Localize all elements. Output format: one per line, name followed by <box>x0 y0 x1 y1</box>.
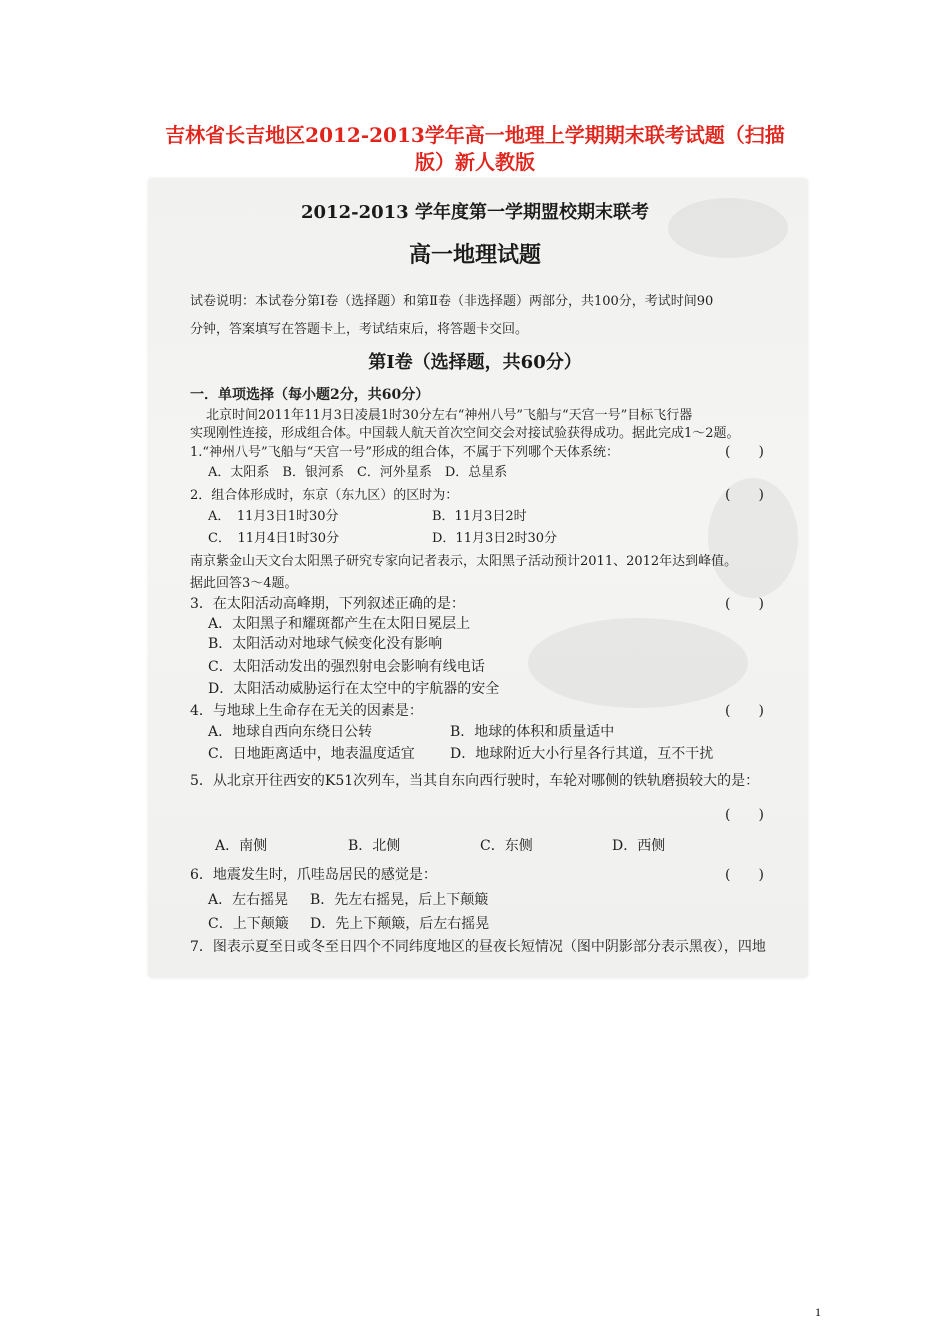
passage1-line1: 北京时间2011年11月3日凌晨1时30分左右“神州八号”飞船与“天宫一号”目标飞行器 <box>206 408 693 423</box>
question-5-option-a: A．南侧 <box>215 838 268 854</box>
question-4-option-b: B．地球的体积和质量适中 <box>450 724 615 740</box>
question-6-option-b: B．先左右摇晃，后上下颠簸 <box>310 892 489 908</box>
question-4: 4．与地球上生命存在无关的因素是： <box>190 703 423 719</box>
passage1-line2: 实现刚性连接，形成组合体。中国载人航天首次空间交会对接试验获得成功。据此完成1～2题。 <box>190 426 740 441</box>
question-6-option-c: C．上下颠簸 <box>208 916 289 932</box>
question-3-option-b: B．太阳活动对地球气候变化没有影响 <box>208 636 443 652</box>
question-5-option-d: D．西侧 <box>612 838 666 854</box>
section1-title: 一．单项选择（每小题2分，共60分） <box>190 387 430 403</box>
question-3-option-d: D．太阳活动威胁运行在太空中的宇航器的安全 <box>208 681 500 697</box>
question-2-option-c: C． 11月4日1时30分 <box>208 531 340 546</box>
answer-paren-q5: ( ) <box>725 807 764 823</box>
part1-title: 第Ⅰ卷（选择题，共60分） <box>368 352 582 373</box>
question-2-option-b: B．11月3日2时 <box>432 509 527 524</box>
question-2-option-d: D．11月3日2时30分 <box>432 531 558 546</box>
passage2-line2: 据此回答3～4题。 <box>190 576 298 591</box>
question-4-option-d: D．地球附近大小行星各行其道，互不干扰 <box>450 746 714 762</box>
question-3: 3．在太阳活动高峰期，下列叙述正确的是： <box>190 596 465 612</box>
answer-paren-q4: ( ) <box>725 703 764 719</box>
answer-paren-q2: ( ) <box>725 487 764 503</box>
subject-title: 高一地理试题 <box>408 242 541 268</box>
instructions-line2: 分钟，答案填写在答题卡上，考试结束后，将答题卡交回。 <box>190 322 529 337</box>
answer-paren-q1: ( ) <box>725 444 764 460</box>
question-3-option-a: A．太阳黑子和耀斑都产生在太阳日冕层上 <box>208 616 471 632</box>
question-1: 1.“神州八号”飞船与“天宫一号”形成的组合体，不属于下列哪个天体系统： <box>190 445 619 460</box>
question-6-option-d: D．先上下颠簸，后左右摇晃 <box>310 916 490 932</box>
question-4-option-a: A．地球自西向东绕日公转 <box>208 724 373 740</box>
question-2: 2．组合体形成时，东京（东九区）的区时为： <box>190 488 459 503</box>
question-4-option-c: C．日地距离适中，地表温度适宜 <box>208 746 415 762</box>
question-3-option-c: C．太阳活动发出的强烈射电会影响有线电话 <box>208 659 485 675</box>
question-6-option-a: A．左右摇晃 <box>208 892 289 908</box>
answer-paren-q6: ( ) <box>725 867 764 883</box>
question-6: 6．地震发生时，爪哇岛居民的感觉是： <box>190 867 437 883</box>
page-number: 1 <box>815 1305 821 1319</box>
document-title-line2: 版）新人教版 <box>415 150 535 174</box>
answer-paren-q3: ( ) <box>725 596 764 612</box>
document-title-line1: 吉林省长吉地区2012-2013学年高一地理上学期期末联考试题（扫描 <box>165 123 785 147</box>
instructions-line1: 试卷说明：本试卷分第Ⅰ卷（选择题）和第Ⅱ卷（非选择题）两部分，共100分，考试时间90 <box>190 294 714 309</box>
question-7: 7．图表示夏至日或冬至日四个不同纬度地区的昼夜长短情况（图中阴影部分表示黑夜），四地 <box>190 939 766 955</box>
question-2-option-a: A． 11月3日1时30分 <box>208 509 339 524</box>
question-5: 5．从北京开往西安的K51次列车，当其自东向西行驶时，车轮对哪侧的铁轨磨损较大的是： <box>190 773 760 789</box>
question-1-options: A．太阳系 B．银河系 C．河外星系 D．总星系 <box>208 465 508 480</box>
question-5-option-c: C．东侧 <box>480 838 533 854</box>
passage2-line1: 南京紫金山天文台太阳黑子研究专家向记者表示，太阳黑子活动预计2011、2012年达到峰值。 <box>190 554 738 569</box>
question-5-option-b: B．北侧 <box>348 838 401 854</box>
scan-smudge <box>528 618 748 708</box>
document-title <box>60 122 890 176</box>
exam-title: 2012-2013 学年度第一学期盟校期末联考 <box>301 202 649 223</box>
